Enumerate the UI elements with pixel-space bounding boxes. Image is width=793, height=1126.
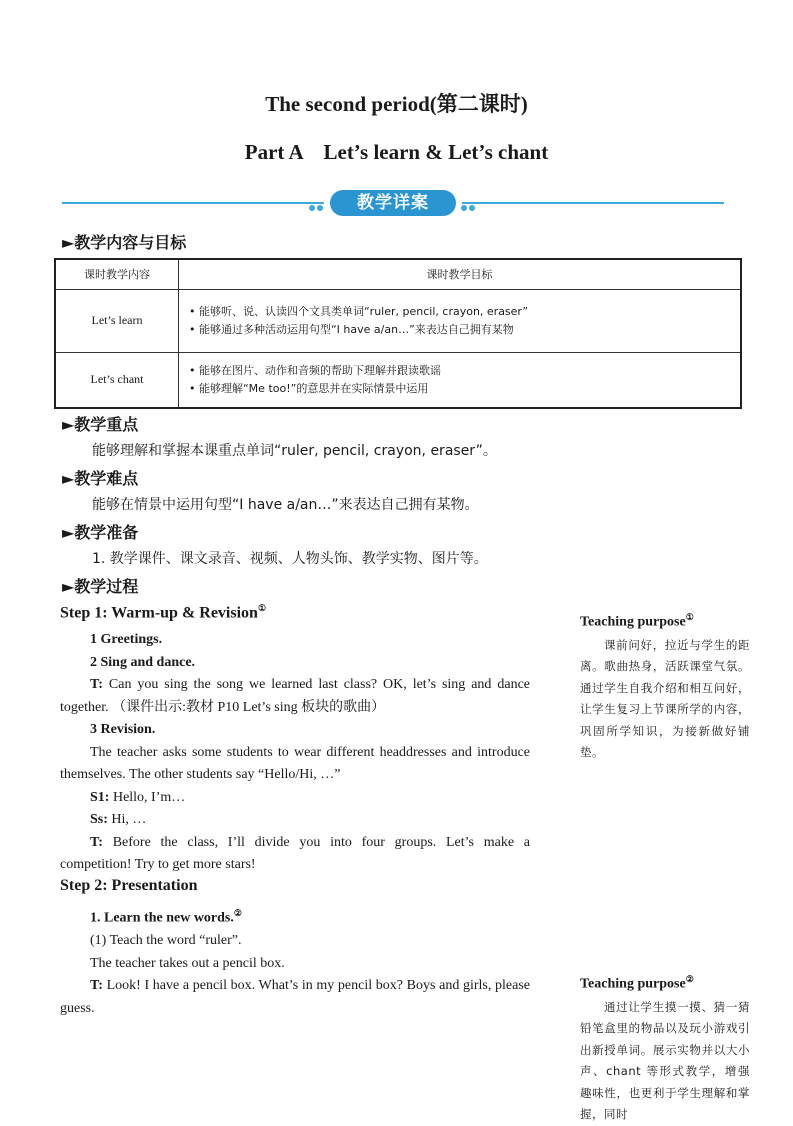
table-cell-content: Let’s learn [55, 289, 179, 352]
section-heading-key-points: ►教学重点 [62, 415, 139, 434]
goals-table [54, 258, 742, 409]
teach-ruler-line: (1) Teach the word “ruler”. [90, 933, 242, 949]
preparation-text: 1. 教学课件、课文录音、视频、人物头饰、教学实物、图片等。 [92, 551, 488, 567]
goal-item: • 能够通过多种活动运用句型“I have a/an…”来表达自己拥有某物 [189, 322, 514, 336]
sidebar-heading [580, 969, 750, 995]
speaker-label: S1: [90, 789, 110, 805]
step1-body [60, 629, 530, 877]
students-line [60, 809, 530, 832]
key-points-text: 能够理解和掌握本课重点单词“ruler, pencil, crayon, eraser”。 [92, 443, 497, 459]
goal-item: • 能够理解“Me too!”的意思并在实际情景中运用 [189, 381, 429, 395]
sidebar-heading [580, 607, 750, 633]
footnote-mark: ① [685, 612, 694, 622]
sidebar-heading-text: Teaching purpose [580, 614, 686, 630]
takes-out-line: The teacher takes out a pencil box. [90, 955, 285, 971]
step1-title [60, 603, 266, 622]
step1-title-text: Step 1: Warm-up & Revision [60, 604, 258, 622]
table-row [55, 352, 741, 408]
student-line [60, 787, 530, 810]
speaker-label: T: [90, 978, 103, 994]
table-header-row [55, 259, 741, 289]
learn-words-text: 1. Learn the new words. [90, 910, 234, 926]
banner-dots-left [308, 199, 328, 207]
revision-text: The teacher asks some students to wear different headdresses and introduce themselves. The other students say “Hello/Hi, …” [60, 744, 530, 782]
greetings-line: 1 Greetings. [90, 632, 163, 647]
section-heading-process: ►教学过程 [62, 577, 139, 596]
teacher-text: Can you sing the song we learned last class? OK, let’s sing and dance together. （课件出示:教材 P10 Let’s sing 板块的歌曲） [60, 677, 530, 715]
banner-label: 教学详案 [330, 190, 456, 216]
learn-words-line [60, 902, 530, 930]
difficulties-text: 能够在情景中运用句型“I have a/an…”来表达自己拥有某物。 [92, 497, 479, 513]
banner-line-left [62, 202, 324, 204]
students-text: Hi, … [107, 812, 147, 827]
teacher-text: Before the class, I’ll divide you into four groups. Let’s make a competition! Try to get more stars! [60, 834, 530, 872]
section-heading-content-goals: ►教学内容与目标 [62, 233, 187, 252]
sidebar-note [580, 969, 750, 1126]
page-title: The second period(第二课时) [265, 92, 528, 116]
section-banner [62, 190, 724, 216]
table-cell-content: Let’s chant [55, 352, 179, 408]
sing-line: 2 Sing and dance. [90, 654, 196, 670]
sidebar-note [580, 607, 750, 764]
table-row [55, 289, 741, 352]
speaker-label: T: [90, 834, 103, 850]
section-heading-preparation: ►教学准备 [62, 523, 139, 542]
teacher-line [60, 674, 530, 719]
footnote-mark: ① [257, 603, 267, 613]
speaker-label: Ss: [90, 812, 108, 827]
sidebar-text: 课前问好，拉近与学生的距离。歌曲热身，活跃课堂气氛。通过学生自我介绍和相互问好，让学生复习上节课所学的内容，巩固所学知识，为接新做好铺垫。 [580, 637, 750, 760]
step2-body [60, 902, 530, 1020]
goal-item: • 能够在图片、动作和音频的帮助下理解并跟读歌谣 [189, 363, 441, 377]
footnote-mark: ② [233, 908, 242, 918]
goal-item: • 能够听、说、认读四个文具类单词“ruler, pencil, crayon, eraser” [189, 304, 529, 318]
teacher-line [60, 832, 530, 877]
sidebar-text: 通过让学生摸一摸、猜一猜铅笔盒里的物品以及玩小游戏引出新授单词。展示实物并以大小声、chant 等形式教学，增强趣味性，也更利于学生理解和掌握，同时 [580, 999, 750, 1122]
speaker-label: T: [90, 677, 103, 692]
sidebar-heading-text: Teaching purpose [580, 976, 686, 992]
footnote-mark: ② [685, 974, 694, 984]
page-subtitle: Part A Let’s learn & Let’s chant [244, 140, 549, 164]
student-text: Hello, I’m… [109, 789, 186, 805]
table-cell-goals [179, 289, 742, 352]
revision-line: 3 Revision. [90, 722, 156, 737]
step2-title: Step 2: Presentation [60, 877, 198, 894]
teacher-text: Look! I have a pencil box. What’s in my pencil box? Boys and girls, please guess. [60, 978, 530, 1016]
section-heading-difficulties: ►教学难点 [62, 469, 139, 488]
table-cell-goals [179, 352, 742, 408]
teacher-line [60, 975, 530, 1020]
table-header-content: 课时教学内容 [55, 259, 179, 289]
table-header-goals: 课时教学目标 [179, 259, 742, 289]
banner-line-right [462, 202, 724, 204]
